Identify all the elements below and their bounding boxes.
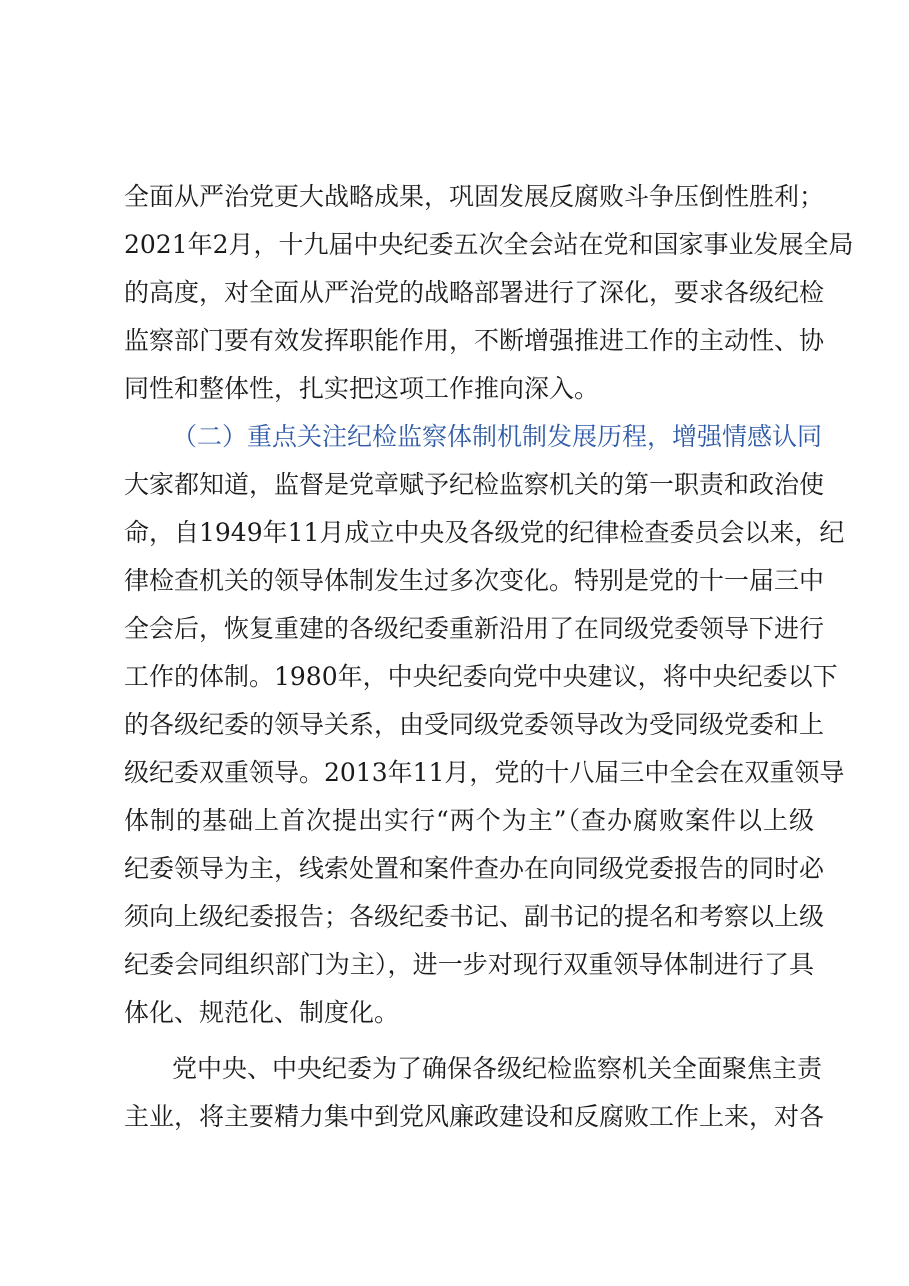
paragraph-line: 工作的体制。1980年，中央纪委向党中央建议，将中央纪委以下 (124, 662, 838, 691)
paragraph-line: 体化、规范化、制度化。 (124, 998, 400, 1027)
paragraph-line: 大家都知道，监督是党章赋予纪检监察机关的第一职责和政治使 (124, 470, 825, 499)
paragraph-line: 命，自1949年11月成立中央及各级党的纪律检查委员会以来，纪 (124, 518, 845, 547)
paragraph-line: 2021年2月，十九届中央纪委五次全会站在党和国家事业发展全局 (124, 230, 854, 259)
paragraph-line: 全面从严治党更大战略成果，巩固发展反腐败斗争压倒性胜利； (124, 182, 825, 211)
section-heading: （二）重点关注纪检监察体制机制发展历程，增强情感认同 (172, 422, 823, 451)
paragraph-line: 同性和整体性，扎实把这项工作推向深入。 (124, 374, 600, 403)
paragraph-line: 主业，将主要精力集中到党风廉政建设和反腐败工作上来，对各 (124, 1102, 825, 1131)
paragraph-line: 党中央、中央纪委为了确保各级纪检监察机关全面聚焦主责 (172, 1054, 823, 1083)
paragraph-line: 律检查机关的领导体制发生过多次变化。特别是党的十一届三中 (124, 566, 825, 595)
paragraph-line: 监察部门要有效发挥职能作用，不断增强推进工作的主动性、协 (124, 326, 825, 355)
paragraph-line: 级纪委双重领导。2013年11月，党的十八届三中全会在双重领导 (124, 758, 845, 787)
paragraph-line: 的高度，对全面从严治党的战略部署进行了深化，要求各级纪检 (124, 278, 825, 307)
paragraph-line: 全会后，恢复重建的各级纪委重新沿用了在同级党委领导下进行 (124, 614, 825, 643)
paragraph-line: 体制的基础上首次提出实行“两个为主”（查办腐败案件以上级 (124, 806, 814, 835)
paragraph-line: 纪委领导为主，线索处置和案件查办在向同级党委报告的同时必 (124, 854, 825, 883)
paragraph-line: 的各级纪委的领导关系，由受同级党委领导改为受同级党委和上 (124, 710, 825, 739)
paragraph-line: 须向上级纪委报告；各级纪委书记、副书记的提名和考察以上级 (124, 902, 825, 931)
paragraph-line: 纪委会同组织部门为主），进一步对现行双重领导体制进行了具 (124, 950, 814, 979)
